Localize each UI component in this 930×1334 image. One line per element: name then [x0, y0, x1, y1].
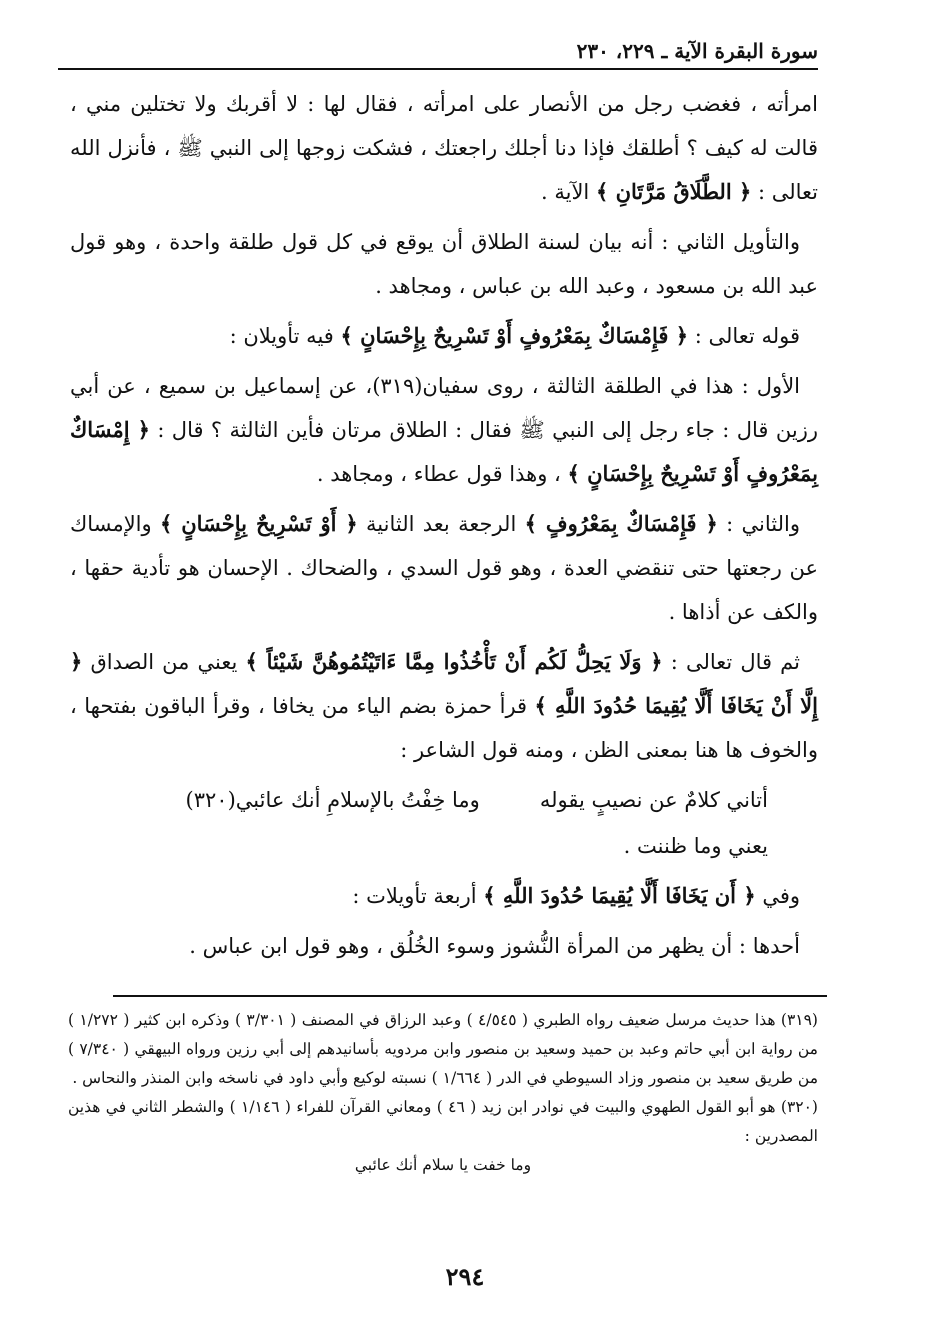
paragraph-4-start: الأول : هذا في الطلقة الثالثة ، روى سفيان(٣١٩)، عن إسماعيل بن سميع ، عن أبي رزين قال : جاء رجل إلى النبي ﷺ فقال : الطلاق مرتان فأين الثالثة ؟ قال :	[70, 374, 818, 442]
paragraph-4-end: ، وهذا قول عطاء ، ومجاهد .	[316, 462, 561, 486]
poetry-verse	[70, 778, 818, 822]
quran-quote: ﴿ وَلَا يَحِلُّ لَكُم أَنْ تَأْخُذُوا مِمَّا ءَاتَيْتُمُوهُنَّ شَيْئاً ﴾	[245, 649, 663, 674]
paragraph-5-start: والثاني :	[726, 512, 800, 536]
quran-quote: ﴿ أَوْ تَسْرِيحٌ بِإِحْسَانٍ ﴾	[159, 511, 358, 536]
footnote-320: (٣٢٠) هو أبو القول الطهوي والبيت في نوادر ابن زيد ( ٤٦ ) ومعاني القرآن للفراء ( ١/١٤٦ ) والشطر الثاني في هذين المصدرين :	[68, 1098, 818, 1145]
paragraph-6-start: ثم قال تعالى :	[670, 650, 800, 674]
paragraph-3-start: قوله تعالى :	[694, 324, 800, 348]
paragraph-8: أحدها : أن يظهر من المرأة النُّشوز وسوء الخُلُق ، وهو قول ابن عباس .	[189, 934, 800, 958]
paragraph-1	[70, 82, 818, 214]
paragraph-6	[70, 640, 818, 772]
paragraph-7	[70, 874, 818, 918]
paragraph-1-end: الآية .	[541, 180, 590, 204]
verse-gloss: يعني وما ظننت .	[623, 834, 768, 858]
paragraph-6-end: قرأ حمزة بضم الياء من يخافا ، وقرأ الباقون بفتحها ، والخوف ها هنا بمعنى الظن ، ومنه قول الشاعر :	[70, 694, 818, 762]
paragraph-1-text: امرأته ، فغضب رجل من الأنصار على امرأته ، فقال لها : لا أقربك ولا تختلين مني ، قالت له كيف ؟ أطلقك فإذا دنا أجلك راجعتك ، فشكت زوجها إلى النبي ﷺ ، فأنزل الله تعالى :	[70, 92, 818, 204]
verse-second-hemistich: وما خِفْتُ بالإسلامِ أنك عائبي(٣٢٠)	[185, 788, 480, 812]
paragraph-3-end: فيه تأويلان :	[229, 324, 334, 348]
paragraph-7-start: وفي	[762, 884, 800, 908]
quran-quote: ﴿ إِلَّا أَنْ يَخَافَا أَلَّا يُقِيمَا حُدُودَ اللَّهِ ﴾	[70, 649, 818, 718]
quran-quote: ﴿ فَإِمْسَاكٌ بِمَعْرُوفٍ ﴾	[524, 511, 718, 536]
header-rule	[58, 68, 818, 70]
main-text	[70, 82, 818, 974]
paragraph-3	[70, 314, 818, 358]
quran-quote: ﴿ فَإِمْسَاكٌ بِمَعْرُوفٍ أَوْ تَسْرِيحٌ بِإِحْسَانٍ ﴾	[340, 323, 689, 348]
paragraph-5-end: والإمساك عن رجعتها حتى تنقضي العدة ، وهو قول السدي ، والضحاك . الإحسان هو تأدية حقها ، والكف عن أذاها .	[70, 512, 818, 624]
quran-quote: ﴿ أَن يَخَافَا أَلَّا يُقِيمَا حُدُودَ اللَّهِ ﴾	[483, 883, 756, 908]
paragraph-6-mid: يعني من الصداق	[90, 650, 238, 674]
paragraph-5-mid: الرجعة بعد الثانية	[366, 512, 517, 536]
paragraph-5	[70, 502, 818, 634]
paragraph-4	[70, 364, 818, 496]
verse-first-hemistich: أتاني كلامٌ عن نصيبٍ يقوله	[539, 788, 768, 812]
quran-quote: ﴿ إِمْسَاكٌ بِمَعْرُوفٍ أَوْ تَسْرِيحٌ بِإِحْسَانٍ ﴾	[70, 417, 818, 486]
footnote-320-verse: وما خفت يا سلام أنك عائبي	[354, 1156, 532, 1174]
footnote-319: (٣١٩) هذا حديث مرسل ضعيف رواه الطبري ( ٤/٥٤٥ ) وعبد الرزاق في المصنف ( ٣/٣٠١ ) وذكره ابن كثير ( ١/٢٧٢ ) من رواية ابن أبي حاتم وعبد بن حميد وسعيد بن منصور وابن مردويه بأسانيدهم إلى أبي رزين ورواه البيهقي ( ٧/٣٤٠ ) من طريق سعيد بن منصور وزاد السيوطي في الدر ( ١/٦٦٤ ) نسبته لوكيع وأبي داود في ناسخه وابن المنذر والنحاس .	[68, 1011, 818, 1087]
running-title: سورة البقرة الآية ـ ٢٢٩، ٢٣٠	[576, 39, 818, 63]
paragraph-7-end: أربعة تأويلات :	[352, 884, 477, 908]
footnotes	[68, 1006, 818, 1180]
footnote-rule	[113, 995, 827, 997]
page-number: ٢٩٤	[445, 1262, 485, 1291]
quran-quote: ﴿ الطَّلَاقُ مَرَّتَانِ ﴾	[595, 179, 752, 204]
paragraph-2: والتأويل الثاني : أنه بيان لسنة الطلاق أن يوقع في كل قول طلقة واحدة ، وهو قول عبد الله بن مسعود ، وعبد الله بن عباس ، ومجاهد .	[70, 230, 818, 298]
